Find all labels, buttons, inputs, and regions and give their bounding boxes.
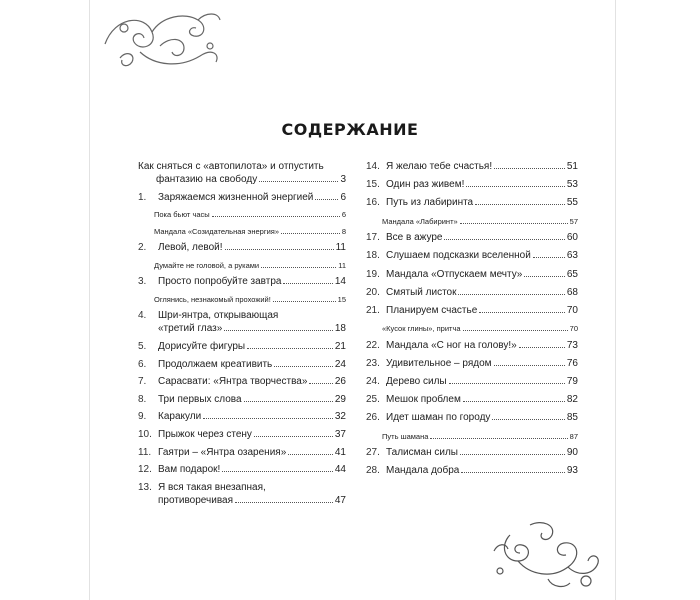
dot-leader	[225, 249, 334, 250]
toc-entry	[366, 231, 578, 244]
toc-subentry	[366, 215, 578, 228]
dot-leader	[212, 216, 340, 217]
toc-entry	[138, 309, 346, 335]
toc-entry-body	[158, 358, 346, 371]
toc-entry-title: Мандала «Отпускаем мечту»	[386, 268, 523, 280]
toc-entry-number: 28.	[366, 465, 380, 477]
toc-entry-body	[386, 249, 578, 262]
dot-leader	[309, 383, 332, 384]
dot-leader	[247, 348, 333, 349]
toc-line	[386, 464, 578, 477]
toc-entry-title: Каракули	[158, 411, 202, 423]
toc-entry	[366, 375, 578, 388]
toc-page-number: 85	[566, 412, 578, 424]
toc-entry	[366, 286, 578, 299]
toc-entry	[366, 393, 578, 406]
toc-page-number: 11	[335, 242, 346, 254]
toc-page-number: 29	[334, 393, 346, 405]
toc-line	[386, 304, 578, 317]
dot-leader	[254, 436, 333, 437]
toc-entry-title: Дорисуйте фигуры	[158, 340, 246, 352]
toc-page-number: 73	[566, 339, 578, 351]
toc-entry-body	[386, 160, 578, 173]
toc-entry-number: 12.	[138, 464, 152, 476]
toc-entry-intro	[138, 160, 346, 186]
toc-entry-number: 6.	[138, 358, 147, 370]
toc-line	[158, 446, 346, 459]
toc-entry-title: Пока бьют часы	[154, 210, 210, 220]
toc-entry	[366, 357, 578, 370]
toc-line	[158, 309, 346, 322]
toc-entry	[138, 340, 346, 353]
dot-leader	[244, 401, 333, 402]
toc-line	[158, 494, 346, 507]
toc-line	[158, 481, 346, 494]
toc-page-number: 8	[341, 226, 346, 236]
dot-leader	[281, 233, 340, 234]
toc-entry-body	[366, 215, 578, 228]
toc-entry-title: Я желаю тебе счастья!	[386, 161, 493, 172]
toc-line	[386, 339, 578, 352]
page-title: СОДЕРЖАНИЕ	[281, 120, 419, 139]
dot-leader	[460, 223, 568, 224]
toc-entry	[366, 446, 578, 459]
toc-entry-number: 13.	[138, 481, 152, 493]
toc-entry-title: Мандала «С ног на голову!»	[386, 339, 517, 351]
toc-entry-body	[158, 446, 346, 459]
toc-entry-number: 23.	[366, 357, 380, 369]
toc-entry-title: Сарасвати: «Янтра творчества»	[158, 376, 308, 388]
toc-entry-body	[158, 481, 346, 507]
dot-leader	[224, 330, 333, 331]
toc-entry-body	[386, 357, 578, 370]
toc-page-number: 70	[569, 324, 578, 334]
toc-entry-number: 18.	[366, 250, 380, 262]
toc-entry	[366, 339, 578, 352]
toc-entry-body	[386, 286, 578, 299]
toc-line	[158, 393, 346, 406]
toc-entry-body	[158, 393, 346, 406]
dot-leader	[288, 454, 333, 455]
toc-entry	[138, 275, 346, 288]
toc-line	[382, 322, 578, 335]
toc-entry	[366, 249, 578, 262]
toc-page-number: 15	[337, 294, 346, 304]
toc-entry-number: 14.	[366, 161, 380, 172]
dot-leader	[466, 186, 565, 187]
dot-leader	[458, 294, 564, 295]
toc-entry-number: 22.	[366, 339, 380, 351]
toc-entry	[138, 463, 346, 476]
toc-line	[386, 357, 578, 370]
toc-subentry	[138, 259, 346, 272]
toc-line	[138, 160, 346, 173]
toc-page-number: 82	[566, 394, 578, 406]
toc-entry-title: Мешок проблем	[386, 394, 461, 406]
toc-line	[158, 241, 346, 254]
toc-entry-title: Смятый листок	[386, 286, 457, 298]
toc-entry-title: Шри-янтра, открывающая	[158, 310, 279, 322]
toc-entry-number: 8.	[138, 393, 147, 405]
toc-entry-title: Заряжаемся жизненной энергией	[158, 191, 314, 203]
toc-entry-body	[386, 375, 578, 388]
toc-entry-body	[366, 430, 578, 443]
toc-page-number: 26	[334, 376, 346, 388]
dot-leader	[203, 418, 333, 419]
toc-entry-title: «Кусок глины», притча	[382, 324, 461, 334]
toc-entry-body	[386, 178, 578, 191]
dot-leader	[461, 472, 565, 473]
dot-leader	[235, 502, 333, 503]
toc-page-number: 32	[334, 411, 346, 423]
toc-entry-number: 27.	[366, 447, 380, 459]
toc-entry	[138, 191, 346, 204]
dot-leader	[463, 401, 565, 402]
toc-entry-number: 24.	[366, 376, 380, 388]
toc-entry-body	[386, 268, 578, 281]
toc-entry-body	[158, 241, 346, 254]
flourish-ornament-icon	[100, 6, 225, 76]
toc-page-number: 3	[340, 174, 346, 185]
toc-entry-body	[158, 410, 346, 423]
toc-entry-number: 20.	[366, 286, 380, 298]
toc-entry-number: 21.	[366, 304, 380, 316]
dot-leader	[494, 365, 565, 366]
toc-line	[386, 249, 578, 262]
toc-page-number: 51	[566, 161, 578, 172]
toc-line	[154, 293, 346, 306]
toc-entry	[138, 241, 346, 254]
dot-leader	[524, 276, 565, 277]
toc-page-number: 60	[566, 232, 578, 244]
toc-line	[138, 173, 346, 186]
toc-entry-body	[138, 259, 346, 272]
toc-entry	[138, 393, 346, 406]
toc-line	[154, 259, 346, 272]
toc-page-number: 41	[334, 446, 346, 458]
toc-entry	[138, 446, 346, 459]
dot-leader	[273, 301, 336, 302]
toc-page-number: 14	[334, 276, 346, 288]
toc-page-number: 6	[341, 210, 346, 220]
toc-entry-body	[386, 196, 578, 209]
toc-line	[158, 340, 346, 353]
dot-leader	[259, 181, 338, 182]
dot-leader	[222, 471, 333, 472]
toc-entry-body	[158, 463, 346, 476]
toc-entry	[138, 358, 346, 371]
toc-entry-number: 4.	[138, 310, 147, 322]
toc-line	[158, 375, 346, 388]
toc-entry-number: 19.	[366, 268, 380, 280]
toc-right-column	[366, 160, 578, 483]
toc-entry-title: Все в ажуре	[386, 232, 443, 244]
toc-line	[386, 268, 578, 281]
toc-page-number: 79	[566, 376, 578, 388]
toc-entry-title: Вам подарок!	[158, 464, 221, 476]
toc-line	[386, 160, 578, 173]
toc-line	[158, 191, 346, 204]
dot-leader	[492, 419, 564, 420]
toc-entry-title: Левой, левой!	[158, 242, 223, 254]
toc-page-number: 6	[340, 191, 346, 203]
toc-page-number: 63	[566, 250, 578, 262]
toc-entry-title: Мандала добра	[386, 465, 460, 477]
toc-line	[386, 286, 578, 299]
toc-page-number: 53	[566, 179, 578, 191]
toc-entry-body	[138, 293, 346, 306]
toc-entry-title: Думайте не головой, а руками	[154, 260, 260, 270]
flourish-ornament-icon	[490, 515, 605, 595]
toc-entry-number: 16.	[366, 197, 380, 209]
dot-leader	[315, 199, 338, 200]
toc-entry	[138, 481, 346, 507]
toc-entry-title: Мандала «Лабиринт»	[382, 216, 458, 226]
toc-page-number: 93	[566, 465, 578, 477]
toc-page-number: 47	[334, 494, 346, 506]
toc-entry-body	[158, 309, 346, 335]
toc-line	[386, 446, 578, 459]
toc-page-number: 55	[566, 197, 578, 209]
toc-entry-number: 7.	[138, 376, 147, 388]
toc-entry	[366, 178, 578, 191]
toc-line	[386, 178, 578, 191]
toc-entry-number: 3.	[138, 276, 147, 288]
toc-entry	[366, 160, 578, 173]
toc-entry	[366, 304, 578, 317]
toc-line	[382, 430, 578, 443]
toc-entry-body	[138, 160, 346, 186]
toc-entry-title: Прыжок через стену	[158, 428, 252, 440]
toc-entry-title: Один раз живем!	[386, 179, 465, 191]
toc-entry	[366, 411, 578, 424]
toc-entry-number: 25.	[366, 394, 380, 406]
toc-entry-title: Просто попробуйте завтра	[158, 276, 282, 288]
toc-line	[158, 275, 346, 288]
toc-entry-body	[386, 304, 578, 317]
toc-entry-number: 26.	[366, 412, 380, 424]
toc-line	[158, 463, 346, 476]
dot-leader	[283, 283, 332, 284]
toc-entry-number: 2.	[138, 242, 147, 254]
toc-entry	[138, 410, 346, 423]
toc-entry-title: Я вся такая внезапная,	[158, 481, 266, 493]
toc-entry-body	[138, 225, 346, 238]
toc-entry-title: Идет шаман по городу	[386, 412, 491, 424]
toc-line	[386, 375, 578, 388]
toc-entry-number: 9.	[138, 411, 147, 423]
toc-entry-body	[138, 208, 346, 221]
toc-entry-title: Талисман силы	[386, 447, 458, 459]
toc-subentry	[138, 208, 346, 221]
toc-page-number: 90	[566, 447, 578, 459]
toc-page-number: 24	[334, 358, 346, 370]
dot-leader	[533, 257, 565, 258]
toc-entry-title: «третий глаз»	[158, 323, 223, 335]
toc-entry-number: 10.	[138, 428, 152, 440]
toc-page-number: 70	[566, 304, 578, 316]
toc-line	[154, 208, 346, 221]
toc-entry-number: 17.	[366, 232, 380, 244]
toc-subentry	[366, 322, 578, 335]
toc-page-number: 87	[569, 431, 578, 441]
dot-leader	[449, 383, 565, 384]
toc-entry-title: Путь из лабиринта	[386, 197, 474, 209]
toc-entry-title: Оглянись, незнакомый прохожий!	[154, 294, 271, 304]
toc-entry	[138, 375, 346, 388]
dot-leader	[274, 366, 333, 367]
toc-entry-title: Дерево силы	[386, 376, 447, 388]
toc-subentry	[138, 293, 346, 306]
toc-page-number: 44	[334, 464, 346, 476]
toc-line	[386, 393, 578, 406]
toc-line	[386, 411, 578, 424]
toc-line	[154, 225, 346, 238]
toc-page-number: 76	[566, 357, 578, 369]
toc-entry-title: Путь шамана	[382, 431, 429, 441]
toc-line	[158, 410, 346, 423]
toc-line	[382, 215, 578, 228]
dot-leader	[475, 204, 565, 205]
toc-entry-body	[158, 340, 346, 353]
toc-entry-title: Мандала «Созидательная энергия»	[154, 226, 279, 236]
toc-entry-body	[158, 275, 346, 288]
toc-page-number: 57	[569, 216, 578, 226]
toc-page-number: 18	[334, 323, 346, 335]
toc-entry	[138, 428, 346, 441]
dot-leader	[444, 239, 564, 240]
dot-leader	[460, 454, 565, 455]
toc-left-column	[138, 160, 346, 511]
toc-entry-number: 1.	[138, 191, 147, 203]
toc-entry-body	[386, 411, 578, 424]
toc-line	[386, 196, 578, 209]
dot-leader	[261, 267, 336, 268]
toc-entry	[366, 268, 578, 281]
toc-entry-title: Продолжаем креативить	[158, 358, 273, 370]
toc-entry-number: 15.	[366, 179, 380, 191]
toc-entry-body	[158, 428, 346, 441]
toc-line	[386, 231, 578, 244]
toc-line	[158, 358, 346, 371]
toc-page-number: 11	[338, 260, 346, 270]
toc-entry-body	[158, 191, 346, 204]
toc-page-number: 65	[566, 268, 578, 280]
toc-entry	[366, 196, 578, 209]
toc-line	[158, 428, 346, 441]
toc-entry-body	[386, 339, 578, 352]
toc-entry-title: Гаятри – «Янтра озарения»	[158, 446, 287, 458]
toc-entry-number: 5.	[138, 340, 147, 352]
toc-page-number: 68	[566, 286, 578, 298]
toc-page-number: 37	[334, 428, 346, 440]
toc-entry-body	[386, 464, 578, 477]
dot-leader	[463, 330, 568, 331]
toc-entry-title: противоречивая	[158, 494, 234, 506]
toc-entry-title: Слушаем подсказки вселенной	[386, 250, 531, 262]
toc-entry-title: Три первых слова	[158, 393, 242, 405]
toc-subentry	[138, 225, 346, 238]
dot-leader	[479, 312, 565, 313]
toc-entry-title: фантазию на свободу	[156, 174, 258, 185]
dot-leader	[519, 347, 565, 348]
toc-entry-title: Планируем счастье	[386, 304, 478, 316]
toc-entry	[366, 464, 578, 477]
toc-entry-title: Как сняться с «автопилота» и отпустить	[138, 161, 324, 172]
dot-leader	[494, 168, 565, 169]
toc-entry-body	[386, 446, 578, 459]
toc-entry-number: 11.	[138, 446, 152, 458]
toc-entry-body	[158, 375, 346, 388]
toc-entry-body	[386, 393, 578, 406]
toc-entry-title: Удивительное – рядом	[386, 357, 492, 369]
toc-page-number: 21	[334, 340, 346, 352]
toc-entry-body	[366, 322, 578, 335]
toc-line	[158, 322, 346, 335]
toc-subentry	[366, 430, 578, 443]
dot-leader	[430, 438, 567, 439]
toc-entry-body	[386, 231, 578, 244]
